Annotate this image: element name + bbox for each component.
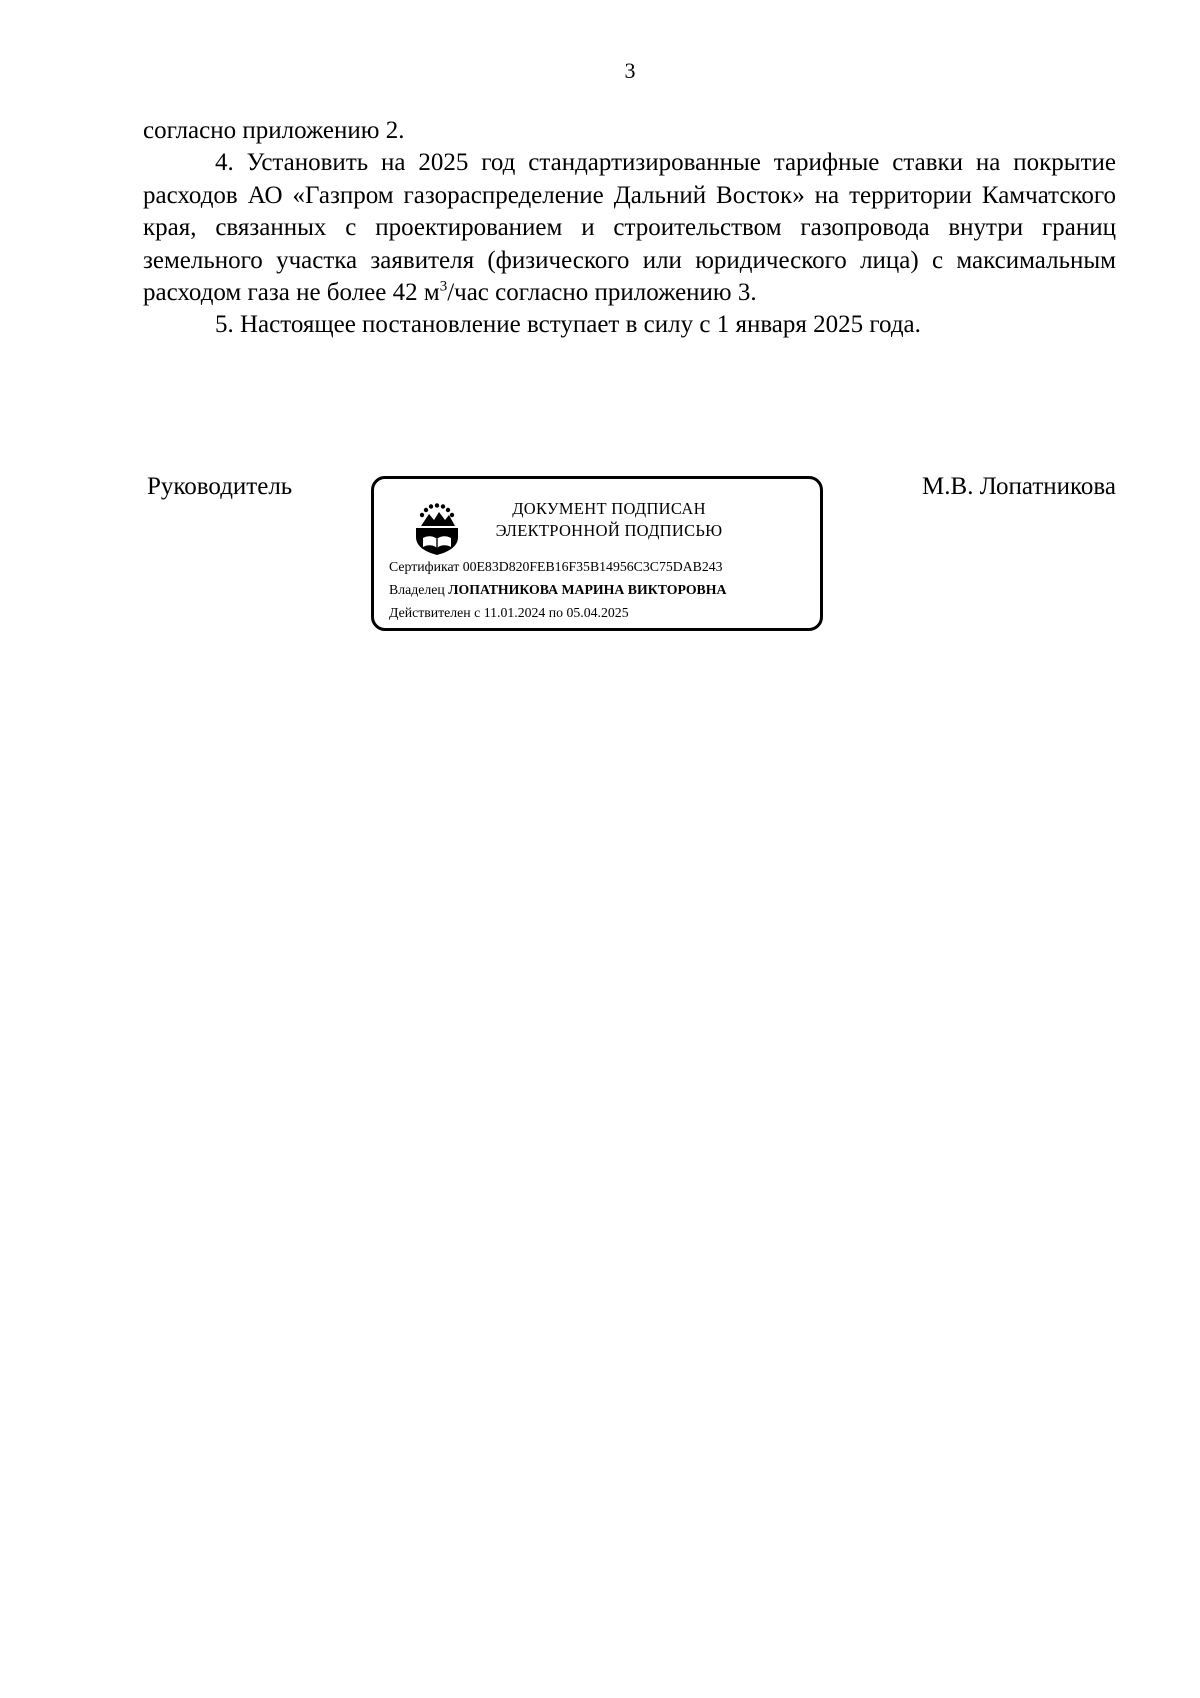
valid-from-date: 11.01.2024 (483, 605, 546, 620)
certificate-value: 00E83D820FEB16F35B14956C3C75DAB243 (462, 559, 723, 574)
item-4-superscript: 3 (439, 278, 448, 295)
valid-to-label: по (548, 605, 564, 620)
stamp-header (474, 498, 744, 542)
stamp-certificate (389, 559, 723, 575)
kamchatka-coat-of-arms-icon (410, 501, 464, 557)
owner-label: Владелец (389, 582, 445, 597)
paragraph-item-5: 5. Настоящее постановление вступает в силу с 1 января 2025 года. (215, 311, 921, 339)
owner-value: ЛОПАТНИКОВА МАРИНА ВИКТОРОВНА (448, 582, 727, 597)
signatory-title: Руководитель (147, 473, 293, 500)
stamp-header-line-1: ДОКУМЕНТ ПОДПИСАН (512, 499, 706, 518)
stamp-owner (389, 582, 726, 598)
valid-label: Действителен (389, 605, 471, 620)
electronic-signature-stamp (371, 476, 823, 631)
page-number: 3 (624, 58, 636, 83)
signatory-name: М.В. Лопатникова (922, 473, 1116, 500)
certificate-label: Сертификат (389, 559, 460, 574)
paragraph-item-4 (143, 147, 1116, 309)
paragraph-continued: согласно приложению 2. (143, 117, 405, 144)
valid-from-label: с (474, 605, 481, 620)
stamp-validity (389, 605, 629, 621)
stamp-header-line-2: ЭЛЕКТРОННОЙ ПОДПИСЬЮ (495, 521, 723, 540)
valid-to-date: 05.04.2025 (566, 605, 629, 620)
item-4-text-end: /час согласно приложению 3. (447, 279, 757, 307)
document-body (143, 115, 1116, 342)
item-4-text: 4. Установить на 2025 год стандартизированные тарифные ставки на покрытие расходов АО «Газпром газораспределение Дальний Восток» на территории Камчатского края, связанных с проектированием и строительством газопровода внутри границ земельного участка заявителя (физического или юридического лица) с максимальным расходом газа не более 42 м (143, 149, 1116, 307)
